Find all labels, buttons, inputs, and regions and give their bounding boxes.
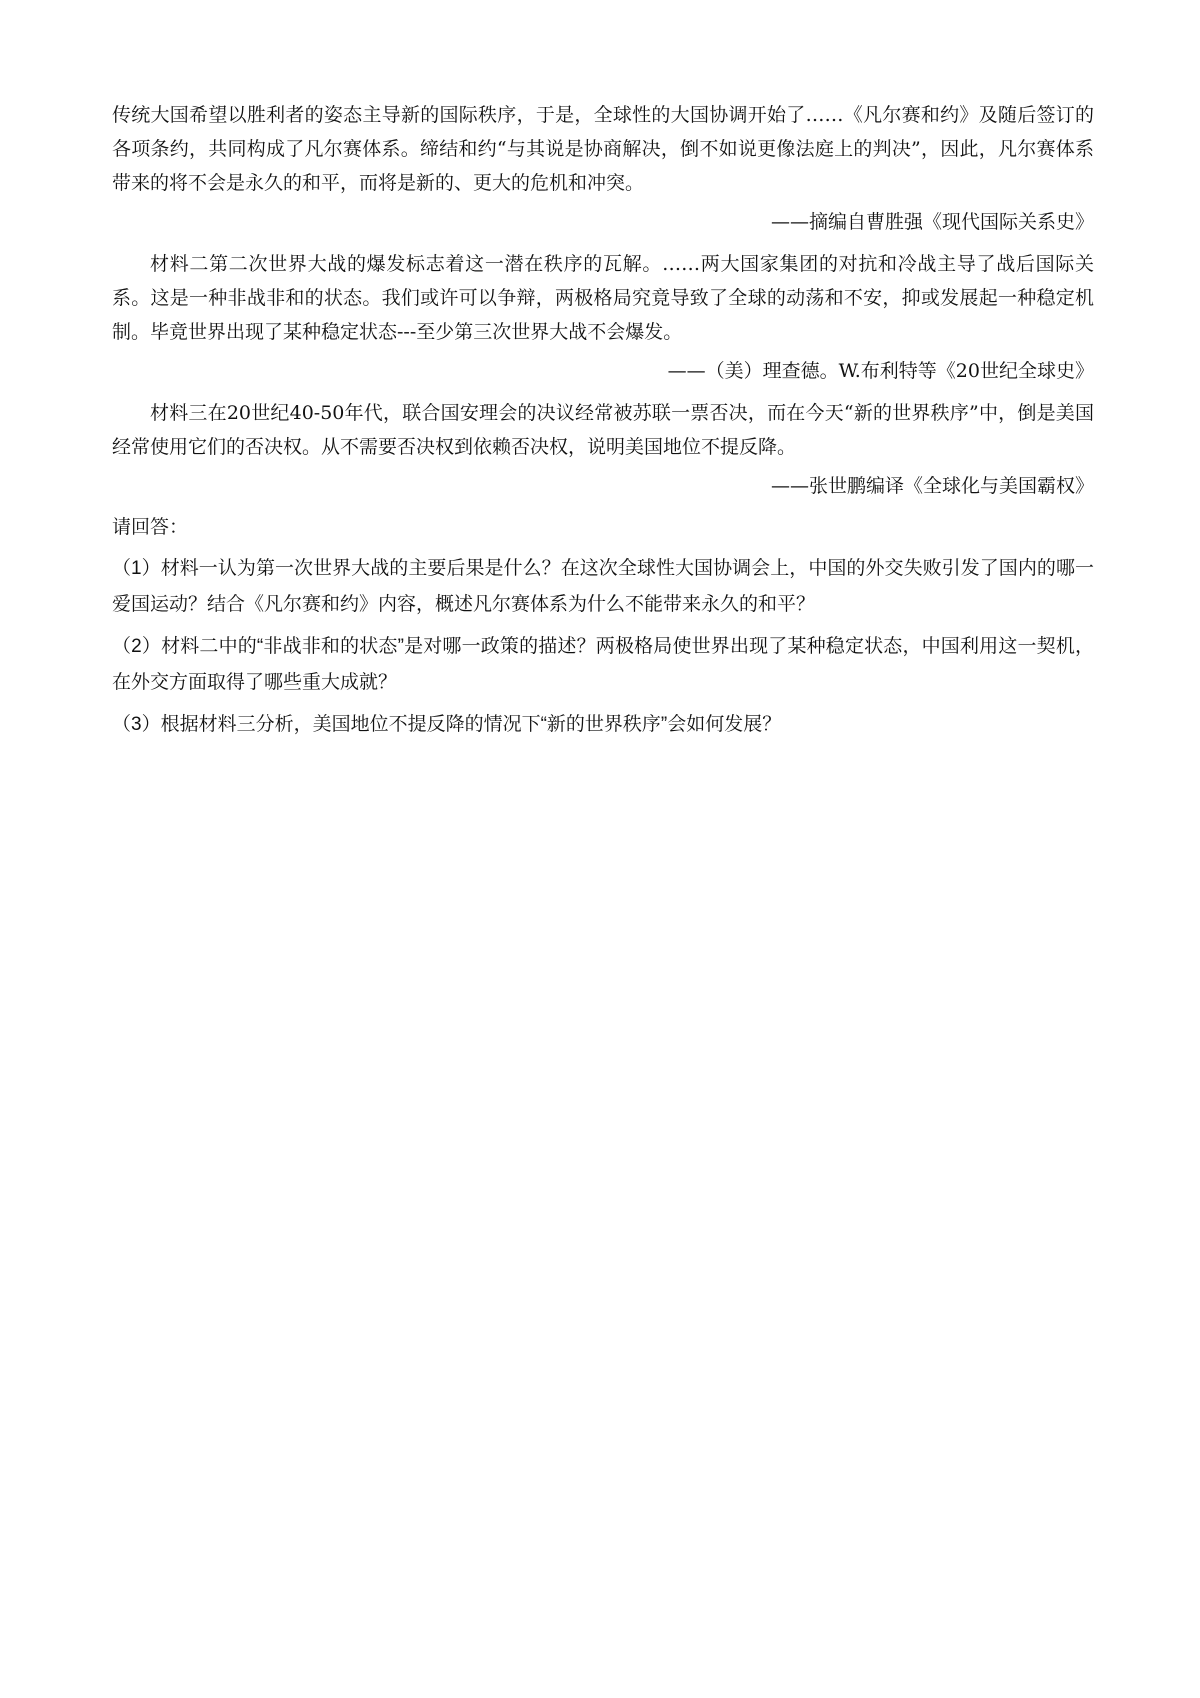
material-three-source: ——张世鹏编译《全球化与美国霸权》 (770, 475, 1094, 497)
material-one-text: 传统大国希望以胜利者的姿态主导新的国际秩序，于是，全球性的大国协调开始了……《凡尔赛和约》及随后签订的各项条约，共同构成了凡尔赛体系。缔结和约“与其说是协商解决，倒不如说更像法庭上的判决”，因此，凡尔赛体系带来的将不会是永久的和平，而将是新的、更大的危机和冲突。 (112, 104, 1094, 194)
material-two-source: ——（美）理查德。W.布利特等《20世纪全球史》 (667, 360, 1094, 382)
question-3: （3）根据材料三分析，美国地位不提反降的情况下“新的世界秩序”会如何发展？ (112, 714, 782, 735)
question-1: （1）材料一认为第一次世界大战的主要后果是什么？在这次全球性大国协调会上，中国的外交失败引发了国内的哪一爱国运动？结合《凡尔赛和约》内容，概述凡尔赛体系为什么不能带来永久的和平？ (112, 558, 1094, 615)
question-list (112, 551, 1094, 743)
material-three-text: 材料三在20世纪40-50年代，联合国安理会的决议经常被苏联一票否决，而在今天“新的世界秩序”中，倒是美国经常使用它们的否决权。从不需要否决权到依赖否决权，说明美国地位不提反降。 (112, 402, 1094, 458)
material-one-source: ——摘编自曹胜强《现代国际关系史》 (770, 211, 1094, 233)
material-two-text: 材料二第二次世界大战的爆发标志着这一潜在秩序的瓦解。……两大国家集团的对抗和冷战主导了战后国际关系。这是一种非战非和的状态。我们或许可以争辩，两极格局究竟导致了全球的动荡和不安，抑或发展起一种稳定机制。毕竟世界出现了某种稳定状态---至少第三次世界大战不会爆发。 (112, 253, 1094, 343)
answer-prompt: 请回答： (112, 517, 189, 538)
document-page (112, 98, 1094, 749)
question-2: （2）材料二中的“非战非和的状态”是对哪一政策的描述？两极格局使世界出现了某种稳定状态，中国利用这一契机，在外交方面取得了哪些重大成就？ (112, 636, 1094, 693)
